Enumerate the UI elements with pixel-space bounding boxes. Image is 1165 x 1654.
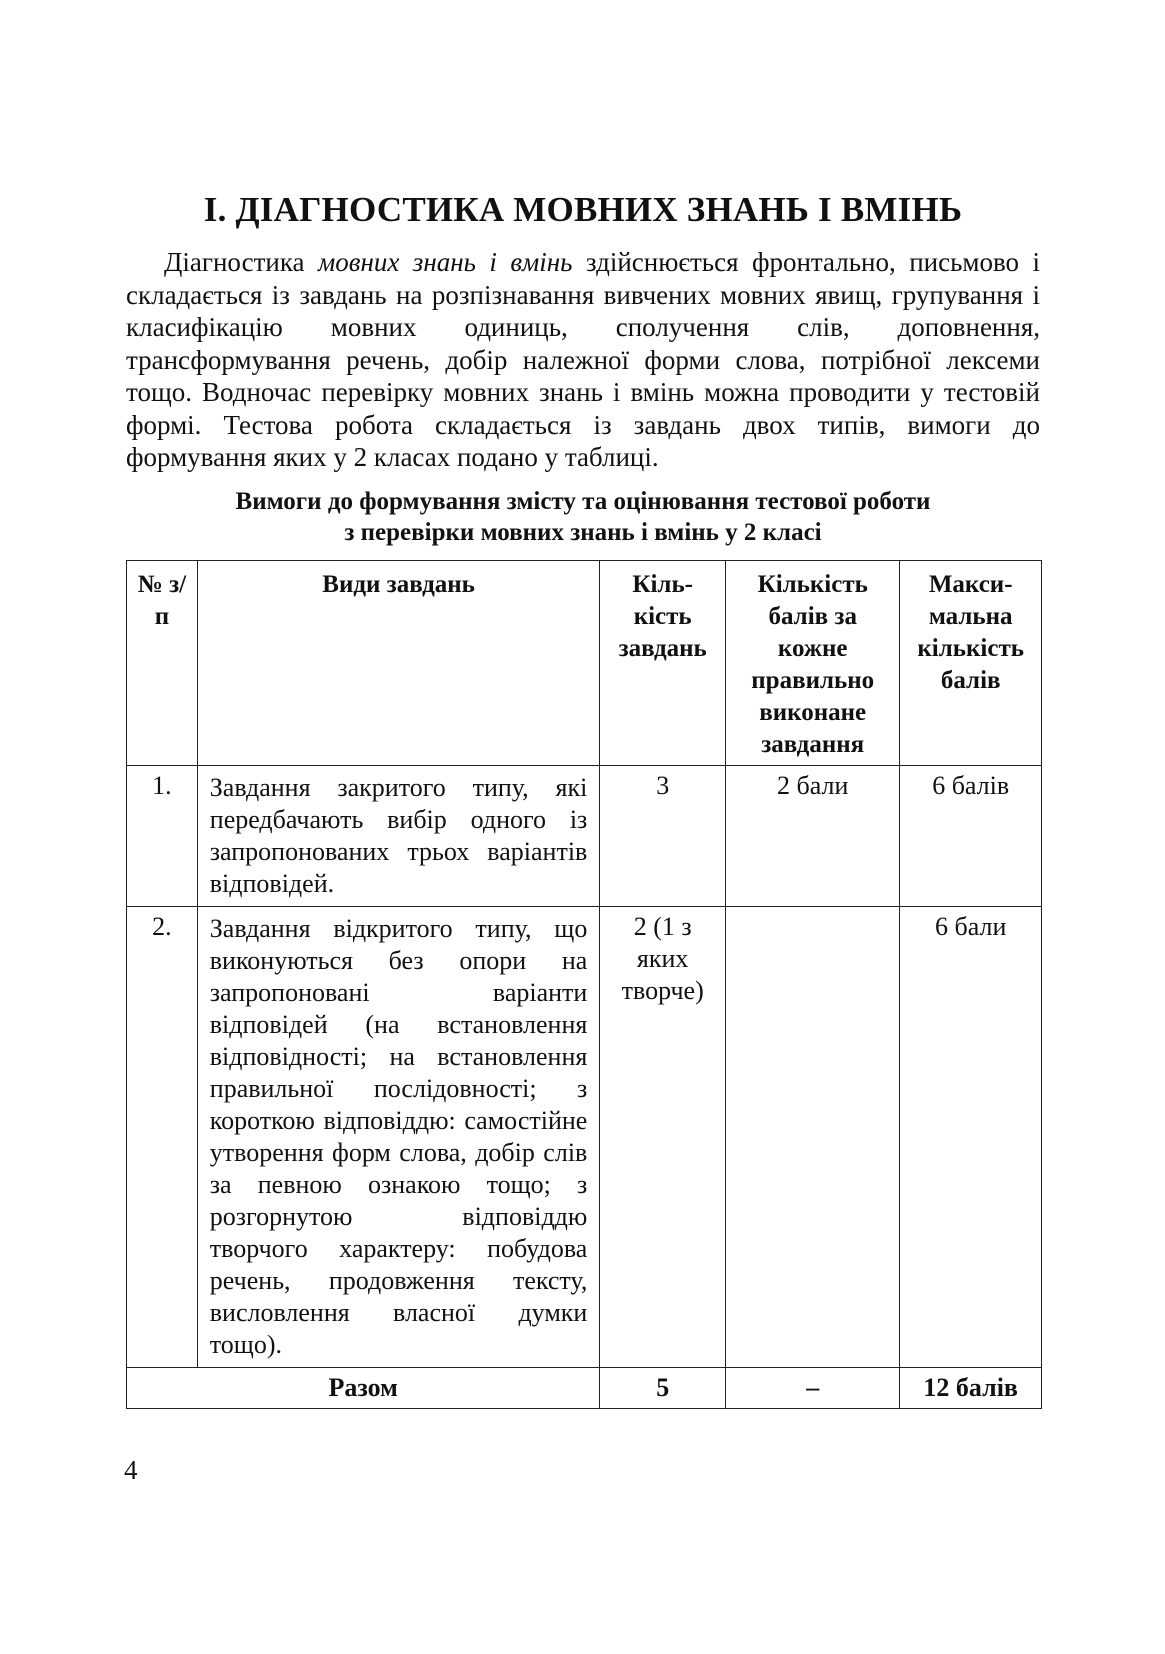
header-points-each: Кількість балів за кожне правильно виконане завдання [726, 560, 900, 765]
table-total-row [127, 1367, 1042, 1408]
section-heading: І. ДІАГНОСТИКА МОВНИХ ЗНАНЬ І ВМІНЬ [203, 190, 963, 229]
total-points-each: – [726, 1367, 900, 1408]
header-count: Кіль- кість завдань [600, 560, 726, 765]
row-num: 2. [127, 906, 198, 1367]
header-types: Види завдань [197, 560, 600, 765]
row-num: 1. [127, 765, 198, 906]
row-points-each [726, 906, 900, 1367]
total-label: Разом [127, 1367, 600, 1408]
caption-line-2: з перевірки мовних знань і вмінь у 2 класі [344, 518, 822, 546]
header-max-points: Макси- мальна кількість балів [900, 560, 1042, 765]
total-count: 5 [600, 1367, 726, 1408]
table-row [127, 906, 1042, 1367]
row-max-points: 6 бали [900, 906, 1042, 1367]
table-header-row [127, 560, 1042, 765]
caption-line-1: Вимоги до формування змісту та оцінювання тестової роботи [235, 487, 931, 515]
row-points-each: 2 бали [726, 765, 900, 906]
paragraph-start: Діагностика [164, 247, 318, 277]
paragraph-rest: здійснюється фронтально, письмово і складається із завдань на розпізнавання вивчених мовних явищ, групування і класифікацію мовних одиниць, сполучення слів, доповнення, трансформування речень, добір належної форми слова, потрібної лексеми тощо. Водночас перевірку мовних знань і вмінь можна проводити у тестовій формі. Тестова робота складається із завдань двох типів, вимоги до формування яких у 2 класах подано у таблиці. [126, 247, 1041, 472]
table-row [127, 765, 1042, 906]
row-count: 2 (1 з яких творче) [600, 906, 726, 1367]
requirements-table [126, 560, 1042, 1409]
total-max-points: 12 балів [900, 1367, 1042, 1408]
paragraph-emphasis: мовних знань і вмінь [318, 247, 573, 277]
page-number: 4 [124, 1455, 138, 1485]
row-count: 3 [600, 765, 726, 906]
table-caption [126, 486, 1040, 548]
row-max-points: 6 балів [900, 765, 1042, 906]
row-desc: Завдання відкритого типу, що виконуються без опори на запропоновані варіанти відповідей (на встановлення відповідності; на встановлення правильної послідовності; з короткою відповіддю: самостійне утворення форм слова, добір слів за певною ознакою тощо; з розгорнутою відповіддю творчого характеру: побудова речень, продовження тексту, висловлення власної думки тощо). [197, 906, 600, 1367]
page-content [126, 190, 1040, 1409]
header-num: № з/п [127, 560, 198, 765]
intro-paragraph [126, 246, 1040, 474]
row-desc: Завдання закритого типу, які передбачають вибір одного із запропонованих трьох варіантів відповідей. [197, 765, 600, 906]
